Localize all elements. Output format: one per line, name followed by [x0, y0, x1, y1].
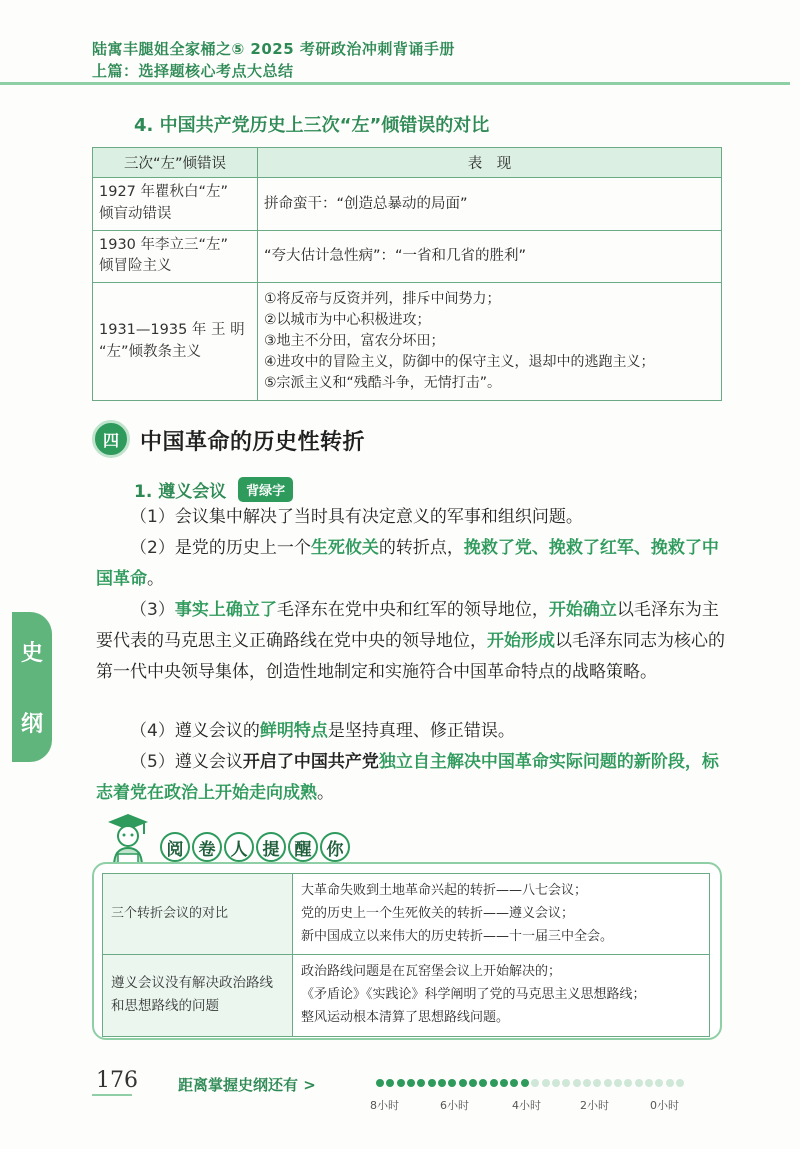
progress-dot [438, 1079, 446, 1087]
progress-dot [552, 1079, 560, 1087]
reminder-title-char: 你 [320, 832, 350, 862]
progress-dot [407, 1079, 415, 1087]
reminder-content-cell [293, 874, 710, 955]
manifestation-cell [258, 283, 722, 401]
paragraph-4 [96, 716, 730, 747]
item-number: （2） [130, 538, 175, 558]
cell-line: 1931—1935 年 王 明 [99, 321, 245, 338]
reminder-title-char: 卷 [192, 832, 222, 862]
progress-dot [531, 1079, 539, 1087]
graduate-mascot-icon [106, 812, 150, 868]
progress-dot [583, 1079, 591, 1087]
subsection-title-text: 1. 遵义会议 [134, 482, 227, 502]
cell-line: 政治路线问题是在瓦窑堡会议上开始解决的； [301, 964, 562, 980]
progress-tick-label: 6小时 [440, 1099, 469, 1112]
table-header-row [93, 148, 722, 178]
cell-line: 1927 年瞿秋白“左” [99, 184, 229, 200]
reminder-title-char: 人 [224, 832, 254, 862]
progress-dot [428, 1079, 436, 1087]
page-number: 176 [96, 1068, 138, 1093]
paragraph-text: 以毛泽东同志为核心的第一代中央领导集体，创造性地制定和实施符合中国革命特点的战略策略。 [96, 631, 725, 682]
table-row [93, 283, 722, 401]
paragraph-text: 遵义会议 [174, 752, 243, 772]
progress-dot [500, 1079, 508, 1087]
cell-line: 1930 年李立三“左” [99, 236, 229, 253]
paragraph-2 [96, 533, 730, 595]
paragraph-text-bold: 开启了中国共产党 [242, 752, 379, 772]
paragraph-text: 遵义会议的 [174, 721, 260, 741]
progress-dot [521, 1079, 529, 1087]
progress-tick-label: 0小时 [650, 1099, 679, 1112]
progress-dot [562, 1079, 570, 1087]
left-errors-table [92, 147, 722, 401]
key-phrase: 鲜明特点 [259, 721, 328, 741]
progress-dot [479, 1079, 487, 1087]
cell-line: 整风运动根本清算了思想路线问题。 [301, 1009, 510, 1025]
reminder-table [102, 873, 710, 1037]
paragraph-text: 的转折点， [378, 538, 464, 558]
error-name-cell [93, 283, 258, 401]
progress-dot [448, 1079, 456, 1087]
header-divider [0, 82, 790, 85]
cell-line: 党的历史上一个生死攸关的转折——遵义会议； [301, 905, 575, 921]
reminder-label-cell: 遵义会议没有解决政治路线和思想路线的问题 [103, 955, 293, 1036]
section-title: 中国革命的历史性转折 [140, 430, 366, 455]
book-title: 陆寓丰腿姐全家桶之⑤ 2025 考研政治冲刺背诵手册 [92, 40, 455, 58]
cell-line: ③地主不分田，富农分坏田； [264, 333, 445, 349]
reminder-title [160, 832, 350, 862]
paragraph-3 [96, 595, 730, 688]
cell-line: 倾盲动错误 [99, 205, 172, 222]
reminder-title-char: 醒 [288, 832, 318, 862]
error-name-cell [93, 230, 258, 283]
key-phrase: 开始确立 [548, 600, 617, 620]
progress-tick-label: 8小时 [370, 1099, 399, 1112]
progress-dot [459, 1079, 467, 1087]
paragraph-5 [96, 747, 730, 809]
progress-dot [573, 1079, 581, 1087]
progress-dot [490, 1079, 498, 1087]
paragraph-text: 。 [317, 783, 334, 803]
subsection-title [134, 477, 293, 502]
progress-track [376, 1077, 726, 1089]
progress-dot [635, 1079, 643, 1087]
progress-dot [469, 1079, 477, 1087]
progress-dot [604, 1079, 612, 1087]
cell-line: ④进攻中的冒险主义，防御中的保守主义，退却中的逃跑主义； [264, 354, 655, 370]
paragraph-text: 毛泽东在党中央和红军的领导地位， [276, 600, 549, 620]
page-number-underline [92, 1094, 132, 1096]
paragraph-text: 会议集中解决了当时具有决定意义的军事和组织问题。 [174, 507, 583, 527]
table-row [103, 874, 710, 955]
cell-line: 拼命蛮干：“创造总暴动的局面” [264, 195, 468, 212]
page-header [0, 0, 800, 86]
paragraph-text: 是党的历史上一个 [174, 538, 311, 558]
key-phrase: 事实上确立了 [174, 600, 277, 620]
progress-dot [376, 1079, 384, 1087]
side-tab-char: 史 [20, 641, 43, 666]
reminder-title-char: 阅 [160, 832, 190, 862]
progress-dot [676, 1079, 684, 1087]
table-row [103, 955, 710, 1036]
section-number-badge: 四 [92, 420, 130, 458]
progress-dot [624, 1079, 632, 1087]
key-phrase: 生死攸关 [310, 538, 379, 558]
item-number: （1） [130, 507, 175, 527]
cell-line: ①将反帝与反资并列，排斥中间势力； [264, 291, 501, 307]
cell-line: “夸大估计急性病”：“一省和几省的胜利” [264, 248, 527, 265]
progress-dot [510, 1079, 518, 1087]
cell-line: ②以城市为中心积极进攻； [264, 312, 431, 328]
paragraph-text: 。 [147, 569, 164, 589]
paragraph-text: 是坚持真理、修正错误。 [327, 721, 515, 741]
side-tab-shigang[interactable] [12, 612, 52, 762]
progress-dot [614, 1079, 622, 1087]
progress-dot [655, 1079, 663, 1087]
reminder-content-cell [293, 955, 710, 1036]
progress-dot [397, 1079, 405, 1087]
progress-tick-label: 2小时 [580, 1099, 609, 1112]
cell-line: ⑤宗派主义和“残酷斗争，无情打击”。 [264, 375, 502, 391]
cell-line: 《矛盾论》《实践论》科学阐明了党的马克思主义思想路线； [301, 987, 646, 1002]
reminder-title-char: 提 [256, 832, 286, 862]
chapter-title: 上篇：选择题核心考点大总结 [92, 62, 294, 80]
error-name-cell [93, 178, 258, 231]
section-4-title: 4. 中国共产党历史上三次“左”倾错误的对比 [134, 115, 490, 136]
key-phrase: 独立自主解决中国革命实际问题的新阶段，标志着党在政治上开始走向成熟 [96, 752, 719, 803]
table-row [93, 178, 722, 231]
progress-dot [666, 1079, 674, 1087]
key-phrase: 挽救了党、挽救了红军、挽救了中国革命 [96, 538, 719, 589]
progress-dot [593, 1079, 601, 1087]
memorize-green-badge: 背绿字 [238, 477, 293, 502]
table-header-cell: 表 现 [258, 148, 722, 178]
progress-dot [542, 1079, 550, 1087]
item-number: （5） [130, 752, 175, 772]
item-number: （3） [130, 600, 175, 620]
cell-line: 倾冒险主义 [99, 258, 172, 275]
paragraph-1 [130, 502, 730, 533]
cell-line: 大革命失败到土地革命兴起的转折——八七会议； [301, 883, 588, 898]
manifestation-cell [258, 230, 722, 283]
table-row [93, 230, 722, 283]
cell-line: “左”倾教条主义 [99, 343, 202, 360]
key-phrase: 开始形成 [487, 631, 555, 651]
progress-tick-label: 4小时 [512, 1099, 541, 1112]
progress-label: 距离掌握史纲还有 > [178, 1076, 316, 1094]
item-number: （4） [130, 721, 175, 741]
table-header-cell: 三次“左”倾错误 [93, 148, 258, 178]
side-tab-char: 纲 [20, 712, 43, 737]
reminder-label-cell: 三个转折会议的对比 [103, 874, 293, 955]
paragraph-text: 以毛泽东为主要代表的马克思主义正确路线在党中央的领导地位， [96, 600, 719, 651]
progress-dot [645, 1079, 653, 1087]
progress-dot [417, 1079, 425, 1087]
cell-line: 新中国成立以来伟大的历史转折——十一届三中全会。 [301, 928, 614, 944]
manifestation-cell [258, 178, 722, 231]
progress-dot [386, 1079, 394, 1087]
